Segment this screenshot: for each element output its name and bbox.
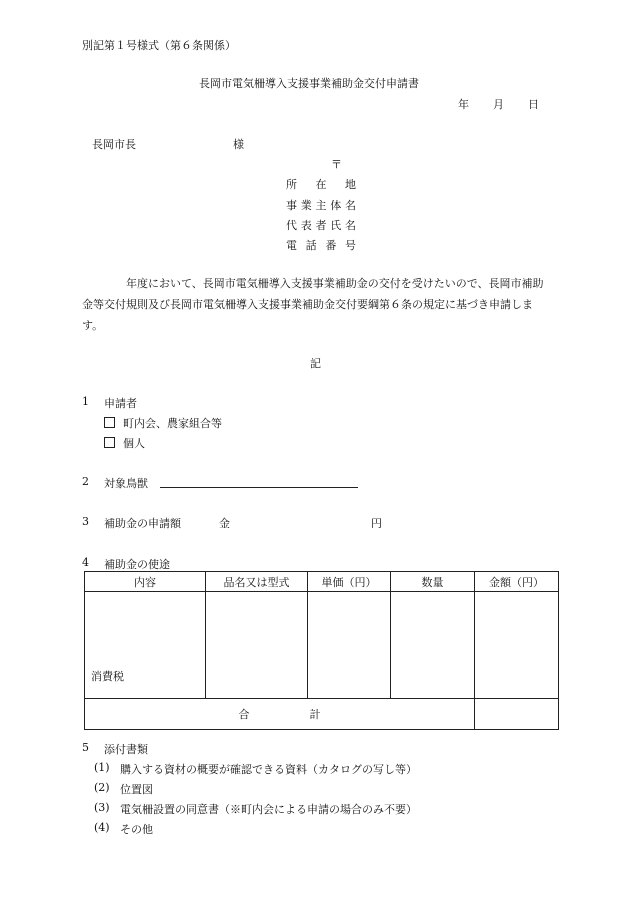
attachment-item-number: (2) <box>94 781 110 794</box>
document-title: 長岡市電気柵導入支援事業補助金交付申請書 <box>199 77 419 90</box>
section-4-number: 4 <box>82 556 89 569</box>
section-1-label: 申請者 <box>104 397 137 410</box>
header-content: 内容 <box>85 572 206 592</box>
applicant-type-option-individual[interactable] <box>104 435 145 451</box>
unit-price-cell[interactable] <box>308 592 391 699</box>
attachment-item-number: (4) <box>94 821 110 834</box>
header-unit-price: 単価（円） <box>308 572 391 592</box>
representative-label: 代表者氏名 <box>286 219 356 232</box>
usage-table <box>84 571 559 730</box>
address-label: 所 在 地 <box>286 178 356 191</box>
attachment-item-text: 電気柵設置の同意書（※町内会による申請の場合のみ不要） <box>120 803 417 816</box>
total-row <box>85 699 559 730</box>
amount-yen-label: 円 <box>371 517 382 530</box>
total-amount-cell[interactable] <box>475 699 559 730</box>
section-5-number: 5 <box>82 741 89 754</box>
table-row <box>85 592 559 699</box>
attachment-item-number: (3) <box>94 801 110 814</box>
total-label-right: 計 <box>309 708 321 721</box>
amount-cell[interactable] <box>475 592 559 699</box>
header-amount: 金額（円） <box>475 572 559 592</box>
section-1-number: 1 <box>82 395 89 408</box>
addressee-honorific: 様 <box>233 138 244 151</box>
total-label-left: 合 <box>238 708 250 721</box>
attachment-item-number: (1) <box>94 761 110 774</box>
attachment-item-text: 位置図 <box>120 783 153 796</box>
option-label: 個人 <box>123 437 145 450</box>
ki-heading: 記 <box>310 357 321 370</box>
requested-amount-field[interactable] <box>232 512 370 528</box>
form-label: 別記第１号様式（第６条関係） <box>82 39 236 52</box>
section-2-label: 対象鳥獣 <box>104 477 148 490</box>
table-header-row <box>85 572 559 592</box>
section-2-number: 2 <box>82 475 89 488</box>
date-day: 日 <box>528 98 539 111</box>
section-5-label: 添付書類 <box>104 743 148 756</box>
section-4-label: 補助金の使途 <box>104 558 170 571</box>
phone-label: 電 話 番 号 <box>286 239 356 252</box>
option-label: 町内会、農家組合等 <box>123 417 222 430</box>
header-quantity: 数量 <box>391 572 475 592</box>
date-year: 年 <box>458 98 469 111</box>
amount-kin-label: 金 <box>219 517 230 530</box>
tax-label: 消費税 <box>91 670 124 683</box>
total-label-cell <box>85 699 475 730</box>
addressee-name: 長岡市長 <box>92 138 136 151</box>
applicant-type-option-group[interactable] <box>104 415 222 431</box>
section-3-label: 補助金の申請額 <box>104 517 181 530</box>
attachment-item-text: 購入する資材の概要が確認できる資料（カタログの写し等） <box>120 763 417 776</box>
checkbox[interactable] <box>104 417 115 428</box>
header-item-name: 品名又は型式 <box>206 572 308 592</box>
attachment-item-text: その他 <box>120 823 153 836</box>
target-animal-field[interactable] <box>160 474 358 488</box>
business-entity-label: 事業主体名 <box>286 199 356 212</box>
postal-mark: 〒 <box>331 158 342 171</box>
content-cell[interactable] <box>85 592 206 699</box>
item-name-cell[interactable] <box>206 592 308 699</box>
checkbox[interactable] <box>104 437 115 448</box>
quantity-cell[interactable] <box>391 592 475 699</box>
application-statement: 年度において、長岡市電気柵導入支援事業補助金の交付を受けたいので、長岡市補助金等交付規則及び長岡市電気柵導入支援事業補助金交付要綱第６条の規定に基づき申請します。 <box>82 277 544 332</box>
date-month: 月 <box>493 98 504 111</box>
section-3-number: 3 <box>82 515 89 528</box>
